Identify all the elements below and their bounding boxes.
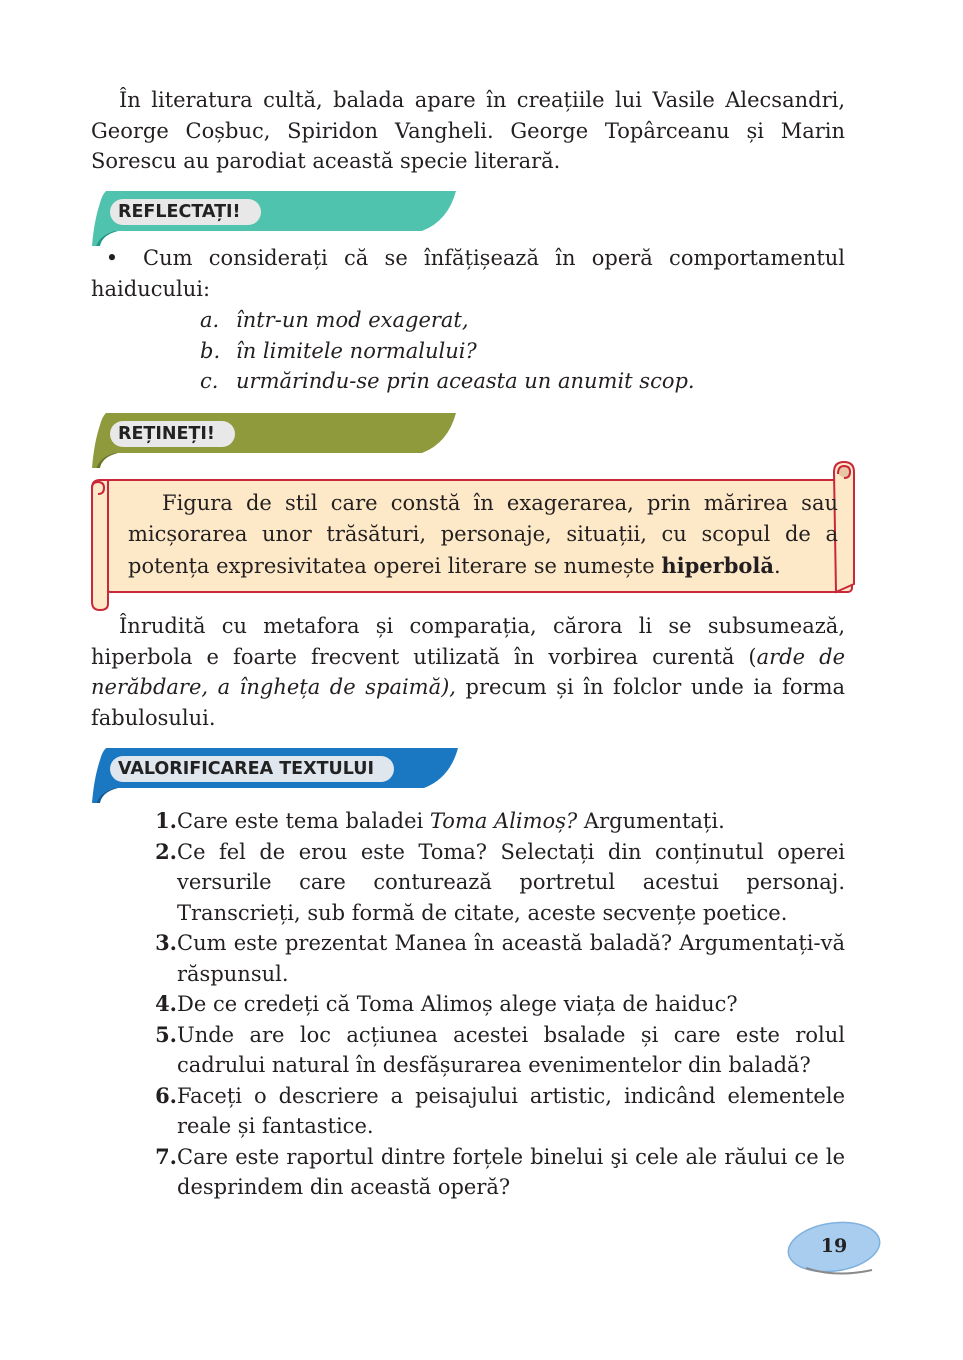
list-item: 5. Unde are loc acțiunea acestei bsalade și care este rolul cadrului natural în desfășurarea evenimentelor din baladă? [155, 1021, 845, 1077]
questions-list [128, 806, 845, 1203]
valorize-banner [92, 748, 460, 810]
reflect-label: REFLECTAȚI! [110, 199, 261, 225]
list-item: 3. Cum este prezentat Manea în această baladă? Argumentați-vă răspunsul. [155, 930, 845, 986]
term-highlight: hiperbolă [661, 553, 774, 578]
list-item: a. într-un mod exagerat, [200, 308, 469, 332]
reflect-question: • Cum considerați că se înfățișează în operă comportamentul haiducului: [91, 243, 845, 304]
list-item: 1. Care este tema baladei Toma Alimoș? Argumentați. [155, 808, 725, 833]
intro-paragraph: În literatura cultă, balada apare în creațiile lui Vasile Alecsandri, George Coșbuc, Spiridon Vangheli. George Topârceanu și Marin Sorescu au parodiat această specie literară. [91, 88, 845, 173]
valorize-label: VALORIFICAREA TEXTULUI [110, 756, 394, 782]
hyperbole-paragraph: Înrudită cu metafora și comparația, cărora li se subsumează, hiperbola e foarte frecvent utilizată în vorbirea curentă (arde de nerăbdare, a îngheța de spaimă), precum și în folclor unde ia forma fabulosului. [91, 614, 845, 730]
page-number-badge [786, 1220, 882, 1278]
retain-label: REȚINEȚI! [110, 421, 235, 447]
list-item: 2. Ce fel de erou este Toma? Selectați din conținutul operei versurile care conturează portretul acestui personaj. Transcrieți, sub formă de citate, aceste secvențe poetice. [155, 838, 845, 925]
reflect-options [200, 305, 695, 397]
list-item: c. urmărindu-se prin aceasta un anumit scop. [200, 369, 695, 393]
list-item: 4. De ce credeți că Toma Alimoș alege viața de haiduc? [155, 991, 738, 1016]
page-number: 19 [820, 1235, 848, 1257]
bullet-icon: • [105, 246, 119, 270]
list-item: 6. Faceți o descriere a peisajului artistic, indicând elementele reale și fantastice. [155, 1082, 845, 1138]
definition-text: Figura de stil care constă în exagerarea, prin mărirea sau micșorarea unor trăsături, personaje, situații, cu scopul de a potența expresivitatea operei literare se numește hiperbolă. [128, 491, 838, 578]
list-item: b. în limitele normalului? [200, 338, 477, 363]
list-item: 7. Care este raportul dintre forțele binelui şi cele ale răului ce le desprindem din această operă? [155, 1143, 845, 1199]
